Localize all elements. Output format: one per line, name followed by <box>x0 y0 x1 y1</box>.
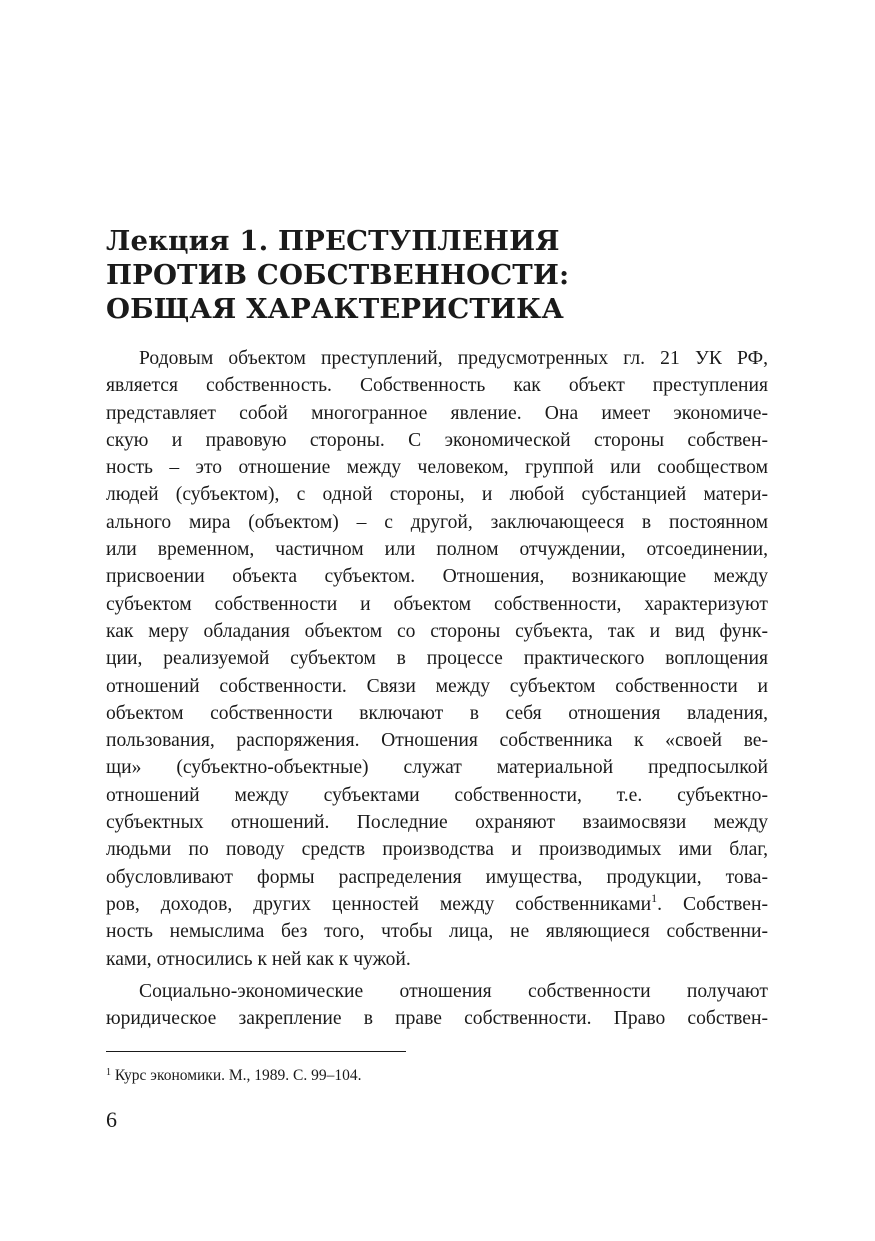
footnote-divider <box>106 1051 406 1052</box>
title-line: Лекция 1. ПРЕСТУПЛЕНИЯ <box>106 225 560 257</box>
book-page <box>106 0 768 1241</box>
text-line: ками, относились к ней как к чужой. <box>106 948 411 970</box>
page-number: 6 <box>106 1107 117 1132</box>
text-line-with-footnote <box>106 891 768 918</box>
text-line: щи» (субъектно-объектные) служат материальной предпосылкой <box>106 757 768 779</box>
lecture-title <box>106 224 768 326</box>
text-line: ции, реализуемой субъектом в процессе практического воплощения <box>106 648 768 670</box>
text-line: представляет собой многогранное явление. Она имеет экономиче- <box>106 402 768 424</box>
text-line: людей (субъектом), с одной стороны, и любой субстанцией матери- <box>106 484 768 506</box>
text-line: отношений собственности. Связи между субъектом собственности и <box>106 675 768 697</box>
title-line: ПРОТИВ СОБСТВЕННОСТИ: <box>106 259 570 291</box>
text-line: людьми по поводу средств производства и производимых ими благ, <box>106 839 768 861</box>
text-segment: . Собствен- <box>657 893 768 915</box>
text-line: ность – это отношение между человеком, группой или сообществом <box>106 457 768 479</box>
text-segment: ров, доходов, других ценностей между собственниками <box>106 893 652 915</box>
text-line: ального мира (объектом) – с другой, заключающееся в постоянном <box>106 511 768 533</box>
text-line: или временном, частичном или полном отчуждении, отсоединении, <box>106 539 768 561</box>
text-line: пользования, распоряжения. Отношения собственника к «своей ве- <box>106 730 768 752</box>
text-line: как меру обладания объектом со стороны субъекта, так и вид функ- <box>106 620 768 642</box>
text-line: субъектом собственности и объектом собственности, характеризуют <box>106 593 768 615</box>
text-line: юридическое закрепление в праве собственности. Право собствен- <box>106 1008 768 1030</box>
text-line: является собственность. Собственность как объект преступления <box>106 375 768 397</box>
text-line: отношений между субъектами собственности, т.е. субъектно- <box>106 784 768 806</box>
footnote-marker: 1 <box>106 1067 111 1078</box>
text-line: ность немыслима без того, чтобы лица, не являющиеся собственни- <box>106 921 768 943</box>
paragraph-1 <box>106 345 768 973</box>
footnote <box>106 1066 362 1086</box>
text-line: субъектных отношений. Последние охраняют взаимосвязи между <box>106 812 768 834</box>
text-line: обусловливают формы распределения имущества, продукции, това- <box>106 866 768 888</box>
title-line: ОБЩАЯ ХАРАКТЕРИСТИКА <box>106 293 564 325</box>
footnote-reference: 1 <box>651 890 658 905</box>
text-line: присвоении объекта субъектом. Отношения, возникающие между <box>106 566 768 588</box>
footnote-text: Курс экономики. М., 1989. С. 99–104. <box>111 1067 362 1084</box>
text-line: скую и правовую стороны. С экономической стороны собствен- <box>106 429 768 451</box>
text-line: Социально-экономические отношения собственности получают <box>139 980 768 1002</box>
paragraph-2 <box>106 978 768 1033</box>
text-line: объектом собственности включают в себя отношения владения, <box>106 702 768 724</box>
text-line: Родовым объектом преступлений, предусмотренных гл. 21 УК РФ, <box>139 348 768 369</box>
body-text <box>106 345 768 1032</box>
